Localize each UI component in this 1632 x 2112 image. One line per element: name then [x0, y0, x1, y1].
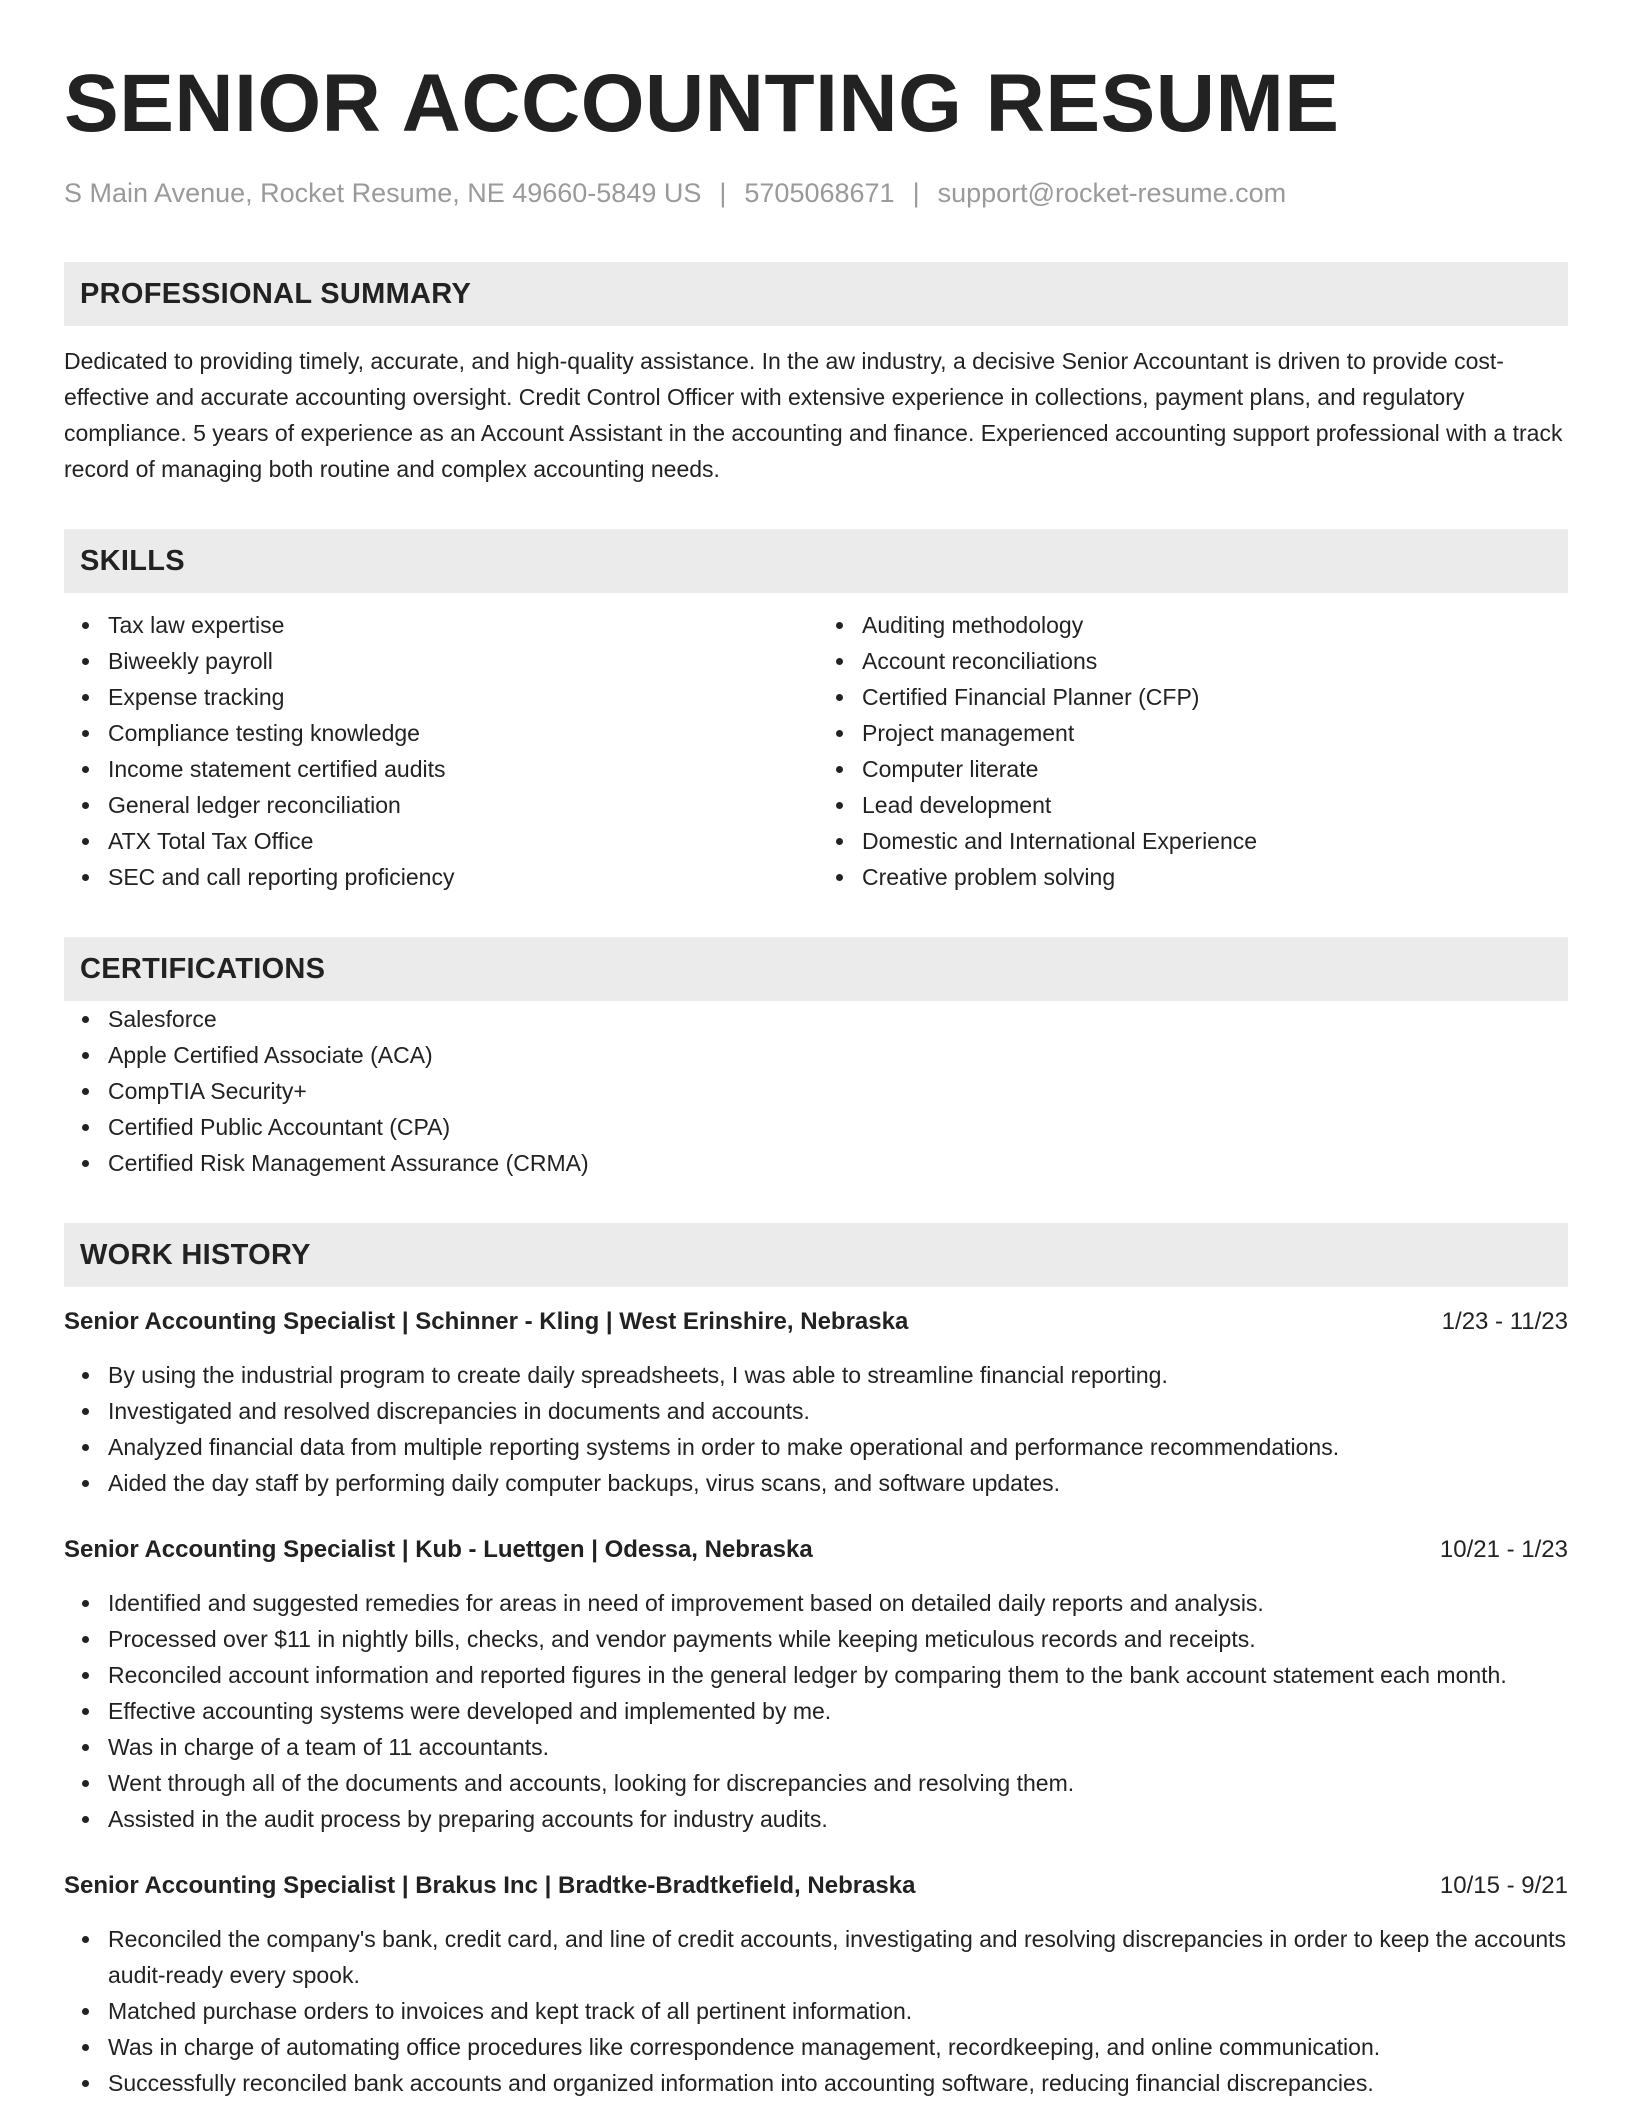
job-bullet: Went through all of the documents and accounts, looking for discrepancies and resolving them. [108, 1765, 1568, 1801]
skills-grid [64, 607, 1568, 895]
skill-item: Lead development [862, 787, 1568, 823]
job-dates: 10/15 - 9/21 [1439, 1872, 1568, 1899]
certifications-heading: CERTIFICATIONS [64, 937, 1568, 1001]
job-bullet: Analyzed financial data from multiple reporting systems in order to make operational and performance recommendations. [108, 1429, 1568, 1465]
certification-item: Certified Risk Management Assurance (CRMA) [108, 1145, 1568, 1181]
job-bullet: Identified and suggested remedies for areas in need of improvement based on detailed daily reports and analysis. [108, 1585, 1568, 1621]
skill-item: Creative problem solving [862, 859, 1568, 895]
job-bullet: Matched purchase orders to invoices and kept track of all pertinent information. [108, 1993, 1568, 2029]
skill-item: Project management [862, 715, 1568, 751]
skill-item: ATX Total Tax Office [108, 823, 816, 859]
contact-line [64, 176, 1568, 210]
job-bullet: Was in charge of a team of 11 accountants. [108, 1729, 1568, 1765]
skill-item: Compliance testing knowledge [108, 715, 816, 751]
job-bullet: Processed over $11 in nightly bills, checks, and vendor payments while keeping meticulous records and receipts. [108, 1621, 1568, 1657]
skill-item: Auditing methodology [862, 607, 1568, 643]
work-history-heading: WORK HISTORY [64, 1223, 1568, 1287]
job-title: Senior Accounting Specialist | Kub - Luettgen | Odessa, Nebraska [64, 1536, 813, 1563]
certification-item: Apple Certified Associate (ACA) [108, 1037, 1568, 1073]
skill-item: Tax law expertise [108, 607, 816, 643]
job-header [64, 1533, 1568, 1567]
certification-item: CompTIA Security+ [108, 1073, 1568, 1109]
skill-item: Domestic and International Experience [862, 823, 1568, 859]
certification-item: Salesforce [108, 1001, 1568, 1037]
job-bullet: Assisted in the audit process by preparing accounts for industry audits. [108, 1801, 1568, 1837]
job-entry [64, 1533, 1568, 1837]
job-bullet: Investigated and resolved discrepancies in documents and accounts. [108, 1393, 1568, 1429]
job-bullet: By using the industrial program to create daily spreadsheets, I was able to streamline financial reporting. [108, 1357, 1568, 1393]
skill-item: Account reconciliations [862, 643, 1568, 679]
contact-phone: 5705068671 [744, 178, 895, 208]
certifications-list [64, 1001, 1568, 1181]
contact-separator: | [912, 178, 920, 208]
job-bullet: Reconciled the company's bank, credit card, and line of credit accounts, investigating and resolving discrepancies in order to keep the accounts audit-ready every spook. [108, 1921, 1568, 1993]
summary-heading: PROFESSIONAL SUMMARY [64, 262, 1568, 326]
job-dates: 10/21 - 1/23 [1439, 1536, 1568, 1563]
skill-item: SEC and call reporting proficiency [108, 859, 816, 895]
skill-item: Computer literate [862, 751, 1568, 787]
job-bullet: Successfully reconciled bank accounts and organized information into accounting software, reducing financial discrepancies. [108, 2065, 1568, 2101]
job-bullet: Was in charge of automating office procedures like correspondence management, recordkeeping, and online communication. [108, 2029, 1568, 2065]
job-bullets [64, 1357, 1568, 1501]
job-title: Senior Accounting Specialist | Schinner - Kling | West Erinshire, Nebraska [64, 1308, 909, 1335]
contact-email: support@rocket-resume.com [937, 178, 1287, 208]
skill-item: General ledger reconciliation [108, 787, 816, 823]
skills-column-left [64, 607, 816, 895]
job-entry [64, 1305, 1568, 1501]
job-bullet: Aided the day staff by performing daily computer backups, virus scans, and software updates. [108, 1465, 1568, 1501]
job-bullets [64, 1921, 1568, 2101]
job-bullet: Effective accounting systems were developed and implemented by me. [108, 1693, 1568, 1729]
job-bullets [64, 1585, 1568, 1837]
job-entry [64, 1869, 1568, 2101]
job-dates: 1/23 - 11/23 [1441, 1308, 1568, 1335]
skill-item: Expense tracking [108, 679, 816, 715]
contact-address: S Main Avenue, Rocket Resume, NE 49660-5849 US [64, 178, 702, 208]
skills-list-left [64, 607, 816, 895]
skills-list-right [816, 607, 1568, 895]
skill-item: Biweekly payroll [108, 643, 816, 679]
certification-item: Certified Public Accountant (CPA) [108, 1109, 1568, 1145]
job-bullet: Reconciled account information and reported figures in the general ledger by comparing them to the bank account statement each month. [108, 1657, 1568, 1693]
job-header [64, 1869, 1568, 1903]
resume-title: SENIOR ACCOUNTING RESUME [64, 58, 1340, 149]
skill-item: Income statement certified audits [108, 751, 816, 787]
contact-separator: | [719, 178, 727, 208]
skills-column-right [816, 607, 1568, 895]
skill-item: Certified Financial Planner (CFP) [862, 679, 1568, 715]
job-header [64, 1305, 1568, 1339]
summary-text: Dedicated to providing timely, accurate, and high-quality assistance. In the aw industry, a decisive Senior Accountant is driven to provide cost-effective and accurate accounting oversight. Credit Control Officer with extensive experience in collections, payment plans, and regulatory compliance. 5 years of experience as an Account Assistant in the accounting and finance. Experienced accounting support professional with a track record of managing both routine and complex accounting needs. [64, 348, 1563, 482]
skills-heading: SKILLS [64, 529, 1568, 593]
job-title: Senior Accounting Specialist | Brakus Inc | Bradtke-Bradtkefield, Nebraska [64, 1872, 916, 1899]
